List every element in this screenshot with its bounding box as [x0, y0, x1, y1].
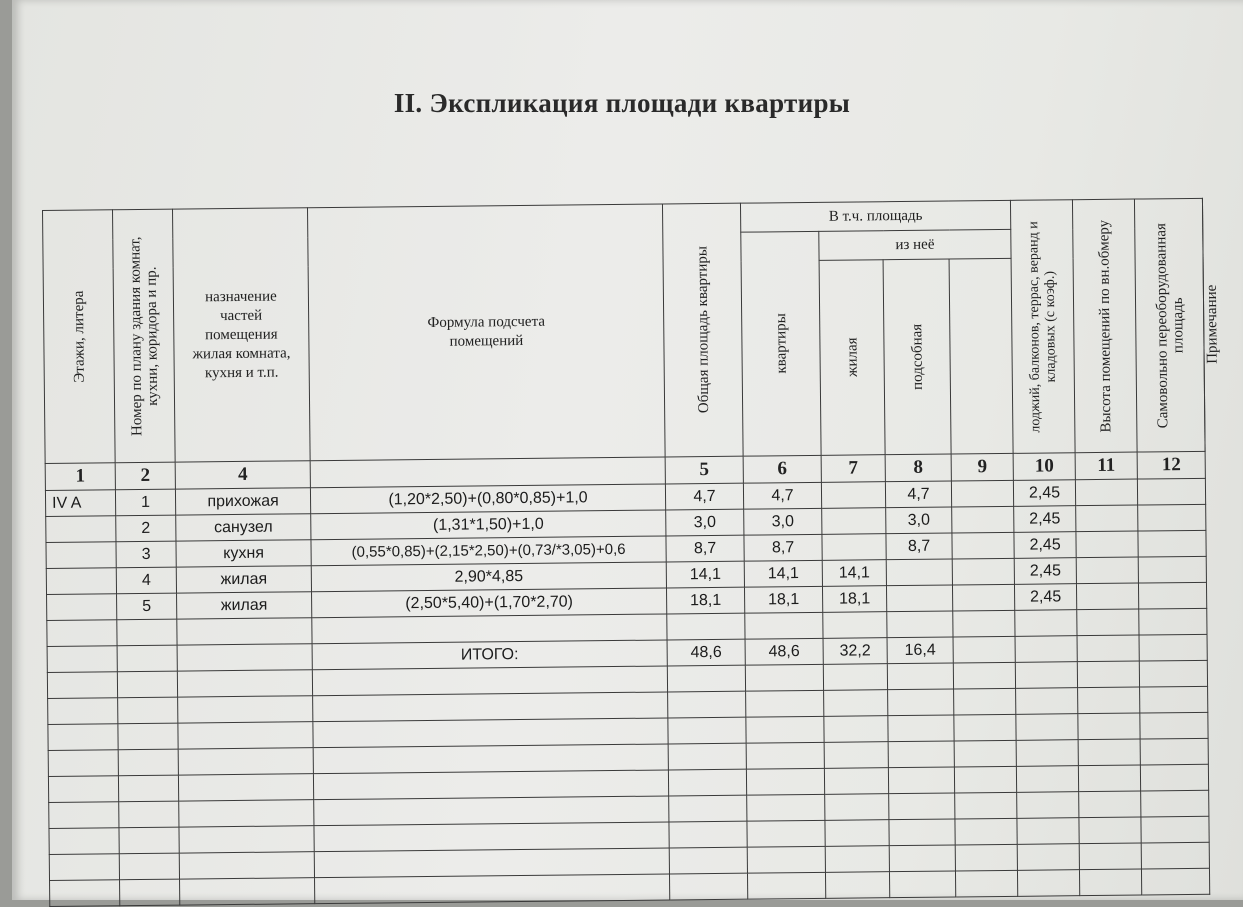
col-number: 10 — [1013, 453, 1075, 481]
cell-empty — [1076, 557, 1138, 584]
cell-aux: 8,7 — [886, 533, 952, 560]
col-number: 12 — [1137, 451, 1205, 479]
cell-living — [822, 508, 886, 535]
cell-aux — [886, 585, 952, 612]
cell-living — [822, 534, 886, 561]
cell-floor: IV A — [45, 490, 115, 517]
cell-height: 2,45 — [1014, 532, 1076, 559]
header-formula: Формула подсчета помещений — [307, 204, 665, 461]
cell-living: 18,1 — [822, 586, 886, 613]
cell-living: 14,1 — [822, 560, 886, 587]
cell-formula: 2,90*4,85 — [311, 562, 666, 592]
cell-formula: (2,50*5,40)+(1,70*2,70) — [312, 588, 667, 618]
header-living: жилая — [819, 260, 885, 456]
cell-total: 18,1 — [666, 587, 744, 614]
col-number: 5 — [665, 456, 743, 484]
cell-num: 1 — [115, 489, 175, 516]
cell-flat: 8,7 — [744, 534, 822, 561]
header-purpose: назначение частей помещения жилая комната, кухня и т.п. — [172, 208, 310, 462]
cell-empty — [1138, 556, 1206, 583]
cell-empty — [117, 645, 177, 672]
cell-aux — [886, 559, 952, 586]
cell-empty — [1015, 636, 1077, 663]
cell-floor — [46, 542, 116, 569]
cell-empty — [1077, 583, 1139, 610]
cell-living — [821, 482, 885, 509]
document-page — [12, 0, 1243, 900]
header-loggia: лоджий, балконов, террас, веранд и кладовых (с коэф.) — [1010, 200, 1075, 454]
cell-flat: 4,7 — [743, 482, 821, 509]
cell-num: 4 — [116, 567, 176, 594]
cell-purpose: санузел — [176, 514, 311, 541]
cell-formula: (1,31*1,50)+1,0 — [311, 510, 666, 540]
col-number: 11 — [1075, 452, 1137, 480]
cell-empty — [1076, 531, 1138, 558]
cell-loggia — [952, 532, 1014, 559]
cell-total: 4,7 — [665, 483, 743, 510]
cell-flat: 18,1 — [744, 586, 822, 613]
col-number: 6 — [743, 455, 821, 483]
cell-total: 3,0 — [666, 509, 744, 536]
cell-num: 5 — [117, 593, 177, 620]
cell-empty — [1076, 505, 1138, 532]
cell-empty — [1138, 504, 1206, 531]
header-blank — [949, 258, 1013, 454]
col-number: 9 — [951, 453, 1013, 481]
cell-aux: 3,0 — [886, 507, 952, 534]
cell-empty — [1139, 582, 1207, 609]
cell-empty — [953, 636, 1015, 663]
cell-empty — [47, 646, 117, 673]
header-room-number: Номер по плану здания комнат, кухни, коридора и пр. — [113, 209, 176, 463]
col-number — [310, 457, 665, 488]
cell-floor — [47, 594, 117, 621]
header-including-area: В т.ч. площадь — [740, 200, 1010, 232]
header-of-it: из неё — [819, 229, 1011, 260]
col-number: 4 — [175, 461, 310, 489]
cell-empty — [1075, 479, 1137, 506]
cell-loggia — [952, 558, 1014, 585]
cell-total: 14,1 — [666, 561, 744, 588]
cell-purpose: кухня — [176, 540, 311, 567]
cell-purpose: жилая — [176, 566, 311, 593]
explication-table-wrapper — [42, 198, 1221, 900]
cell-formula: (0,55*0,85)+(2,15*2,50)+(0,73/*3,05)+0,6 — [311, 536, 666, 566]
total-aux: 16,4 — [887, 637, 953, 664]
cell-purpose: прихожая — [175, 488, 310, 515]
cell-height: 2,45 — [1014, 506, 1076, 533]
cell-height: 2,45 — [1013, 480, 1075, 507]
cell-height: 2,45 — [1015, 584, 1077, 611]
cell-empty — [1139, 634, 1207, 661]
cell-num: 3 — [116, 541, 176, 568]
cell-empty — [177, 644, 312, 671]
total-flat: 48,6 — [745, 638, 823, 665]
cell-loggia — [952, 584, 1014, 611]
cell-formula: (1,20*2,50)+(0,80*0,85)+1,0 — [310, 484, 665, 514]
total-area: 48,6 — [667, 639, 745, 666]
header-note: Примечание — [1202, 198, 1205, 451]
page-title: II. Экспликация площади квартиры — [393, 88, 851, 118]
col-number: 8 — [885, 454, 951, 482]
cell-flat: 14,1 — [744, 560, 822, 587]
cell-height: 2,45 — [1014, 558, 1076, 585]
header-auxiliary: подсобная — [883, 259, 951, 455]
cell-num: 2 — [116, 515, 176, 542]
cell-total: 8,7 — [666, 535, 744, 562]
cell-loggia — [952, 506, 1014, 533]
cell-loggia — [951, 480, 1013, 507]
col-number: 2 — [115, 462, 175, 490]
cell-empty — [1137, 478, 1205, 505]
header-flat-area: квартиры — [741, 231, 821, 456]
total-label: ИТОГО: — [312, 640, 667, 670]
cell-flat: 3,0 — [744, 508, 822, 535]
col-number: 7 — [821, 455, 885, 483]
header-total-area: Общая площадь квартиры — [662, 203, 743, 457]
header-height: Высота помещений по вн.обмеру — [1072, 199, 1137, 453]
total-living: 32,2 — [823, 638, 887, 665]
cell-aux: 4,7 — [885, 481, 951, 508]
cell-floor — [46, 516, 116, 543]
header-floor: Этажи, литера — [43, 210, 116, 464]
col-number: 1 — [45, 463, 115, 491]
cell-empty — [1077, 635, 1139, 662]
cell-purpose: жилая — [177, 592, 312, 619]
header-unauthorized: Самовольно переоборудованная площадь — [1134, 198, 1205, 452]
cell-empty — [1138, 530, 1206, 557]
cell-floor — [46, 568, 116, 595]
explication-table — [42, 198, 1221, 907]
